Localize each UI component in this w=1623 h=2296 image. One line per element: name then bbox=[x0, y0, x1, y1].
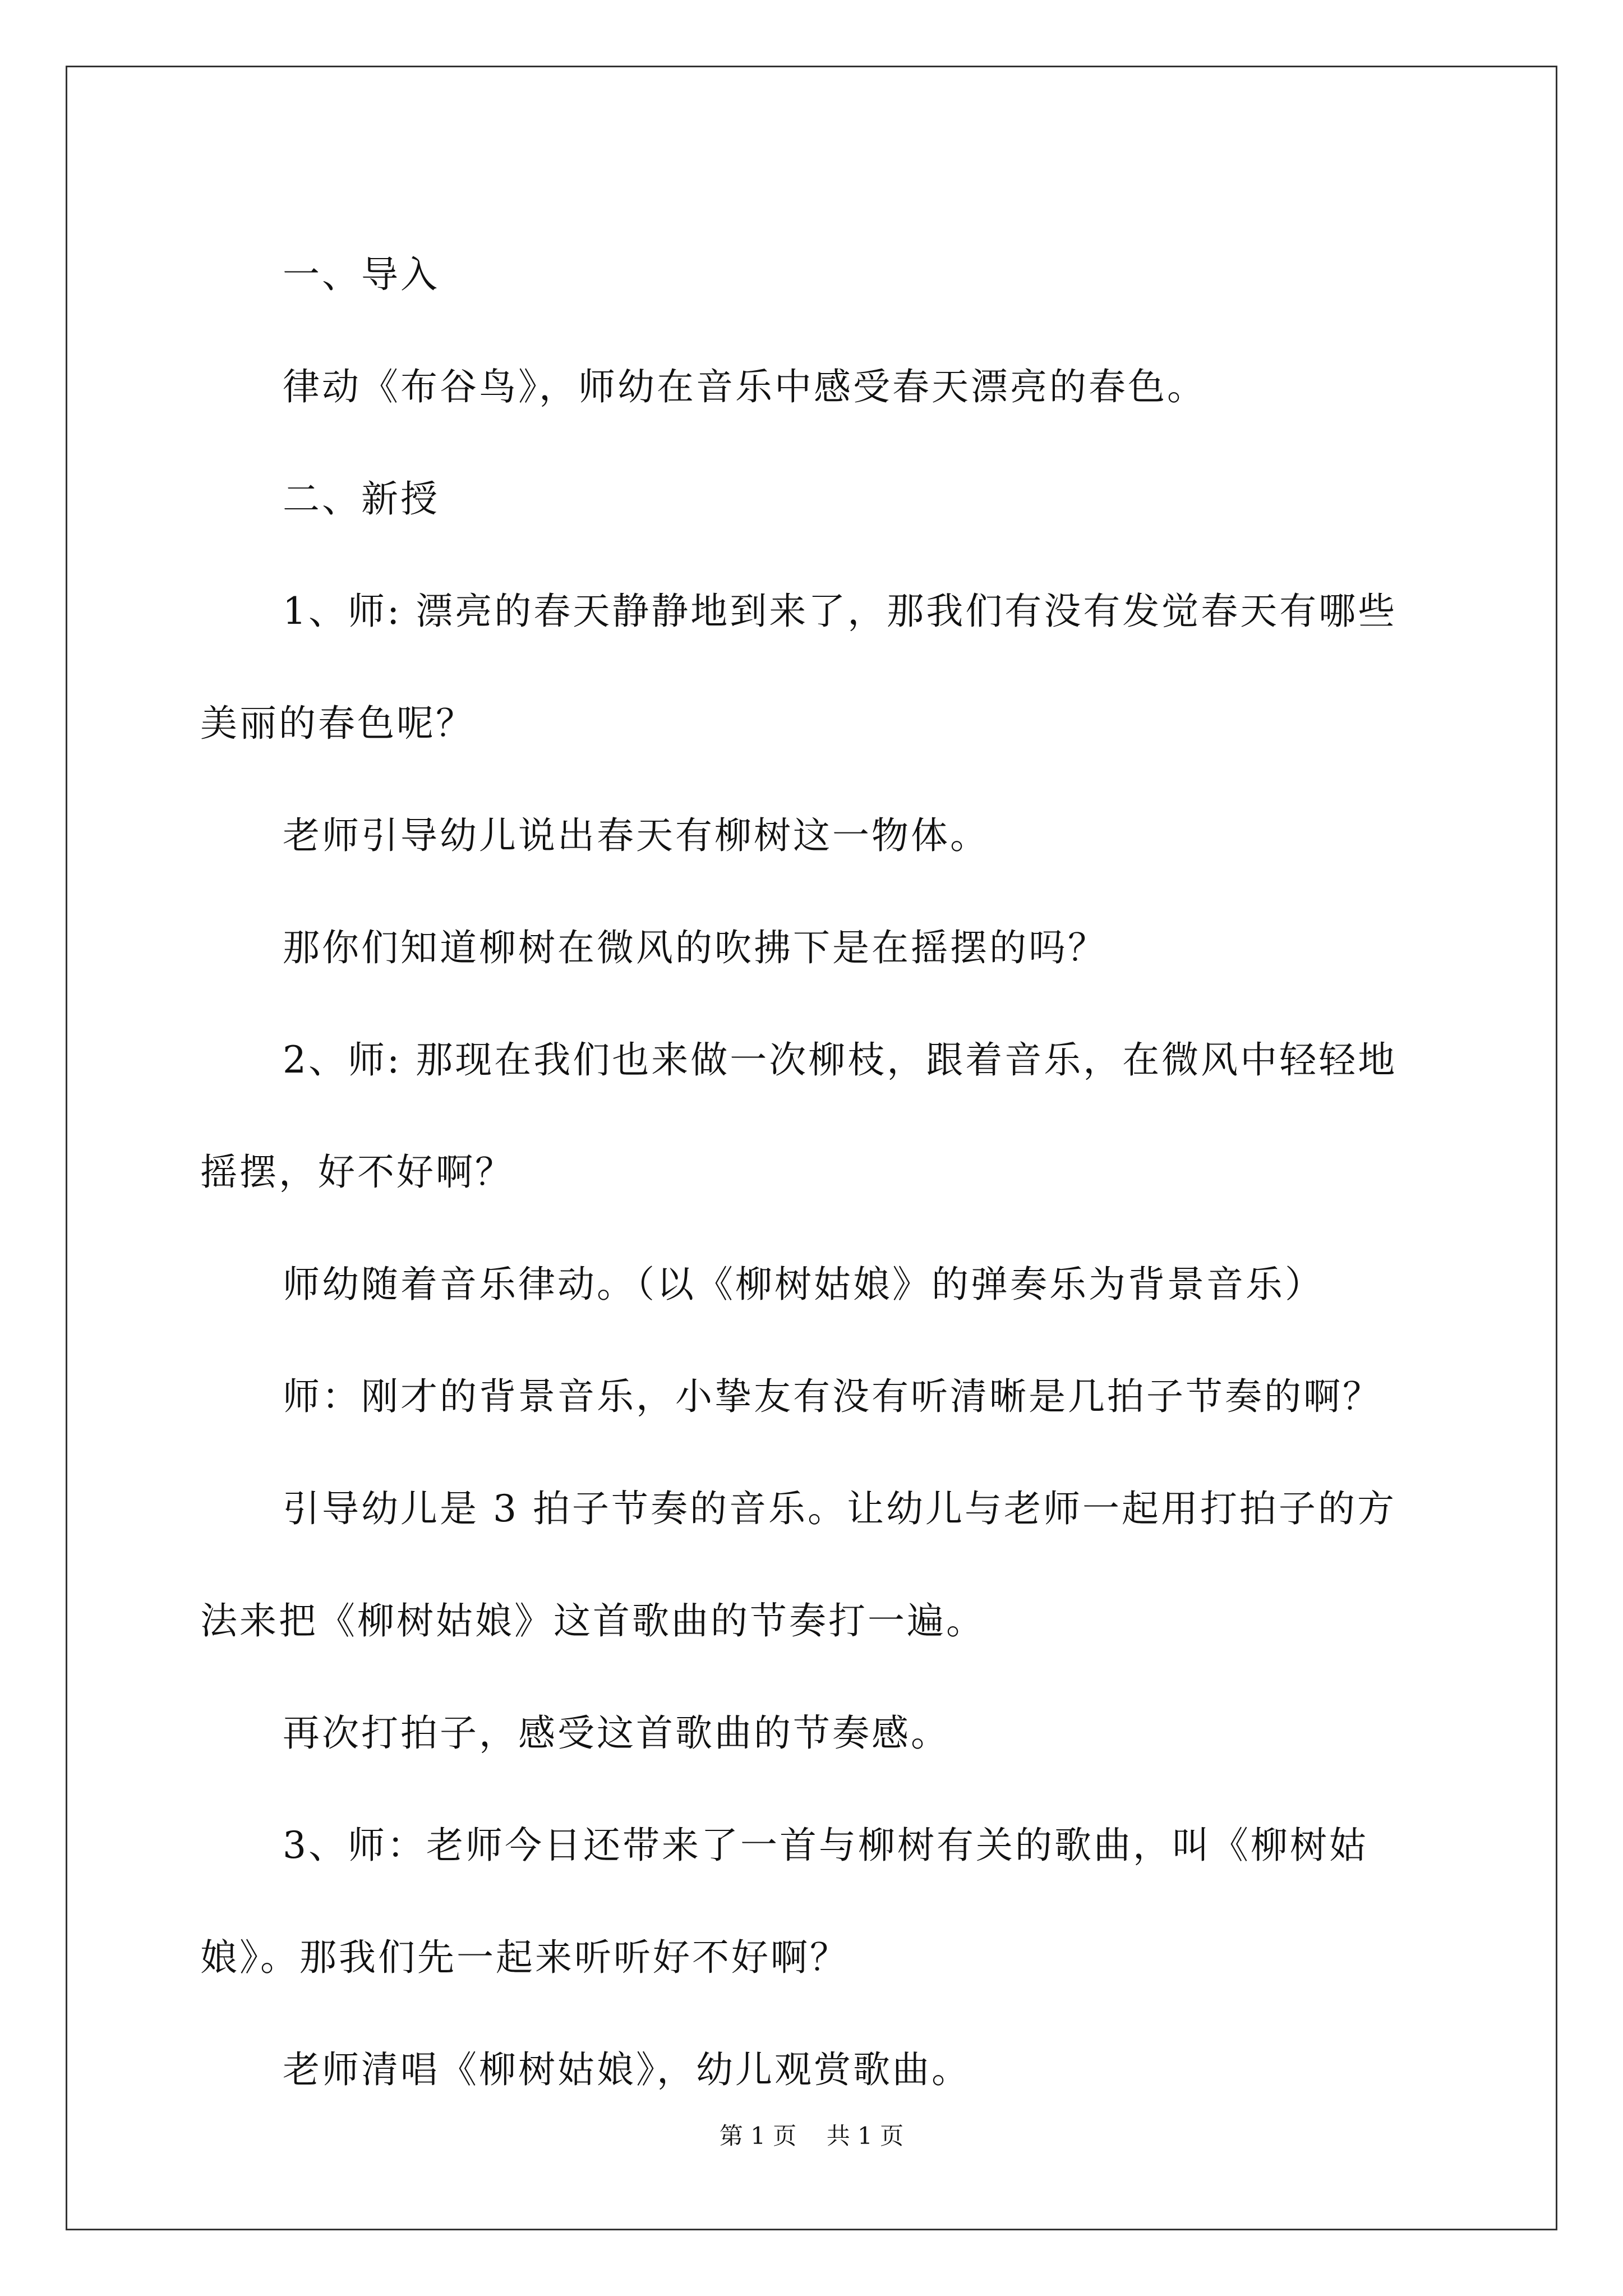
paragraph: 3、师：老师今日还带来了一首与柳树有关的歌曲，叫《柳树姑 bbox=[283, 1824, 1368, 1867]
paragraph-continuation: 法来把《柳树姑娘》这首歌曲的节奏打一遍。 bbox=[200, 1599, 985, 1642]
paragraph: 2、师: 那现在我们也来做一次柳枝，跟着音乐，在微风中轻轻地 bbox=[283, 1038, 1398, 1082]
section-heading-intro: 一、导入 bbox=[283, 253, 440, 296]
paragraph: 师：刚才的背景音乐，小挚友有没有听清晰是几拍子节奏的啊？ bbox=[283, 1375, 1382, 1418]
paragraph: 老师引导幼儿说出春天有柳树这一物体。 bbox=[283, 814, 989, 857]
paragraph: 律动《布谷鸟》，师幼在音乐中感受春天漂亮的春色。 bbox=[283, 365, 1206, 408]
page-number: 第 1 页 bbox=[719, 2122, 797, 2150]
paragraph-continuation: 美丽的春色呢？ bbox=[200, 702, 475, 745]
paragraph: 老师清唱《柳树姑娘》，幼儿观赏歌曲。 bbox=[283, 2048, 971, 2091]
document-body bbox=[200, 219, 1434, 2126]
page-footer bbox=[0, 2119, 1623, 2153]
paragraph: 再次打拍子，感受这首歌曲的节奏感。 bbox=[283, 1711, 950, 1755]
page-total: 共 1 页 bbox=[826, 2122, 904, 2150]
paragraph: 师幼随着音乐律动。（以《柳树姑娘》的弹奏乐为背景音乐） bbox=[283, 1263, 1324, 1306]
section-heading-new: 二、新授 bbox=[283, 477, 440, 521]
paragraph: 那你们知道柳树在微风的吹拂下是在摇摆的吗？ bbox=[283, 926, 1107, 969]
paragraph-continuation: 摇摆，好不好啊？ bbox=[200, 1151, 514, 1194]
paragraph: 引导幼儿是 3 拍子节奏的音乐。让幼儿与老师一起用打拍子的方 bbox=[283, 1487, 1396, 1530]
paragraph: 1、师: 漂亮的春天静静地到来了，那我们有没有发觉春天有哪些 bbox=[283, 590, 1398, 633]
paragraph-continuation: 娘》。那我们先一起来听听好不好啊？ bbox=[200, 1936, 849, 1979]
